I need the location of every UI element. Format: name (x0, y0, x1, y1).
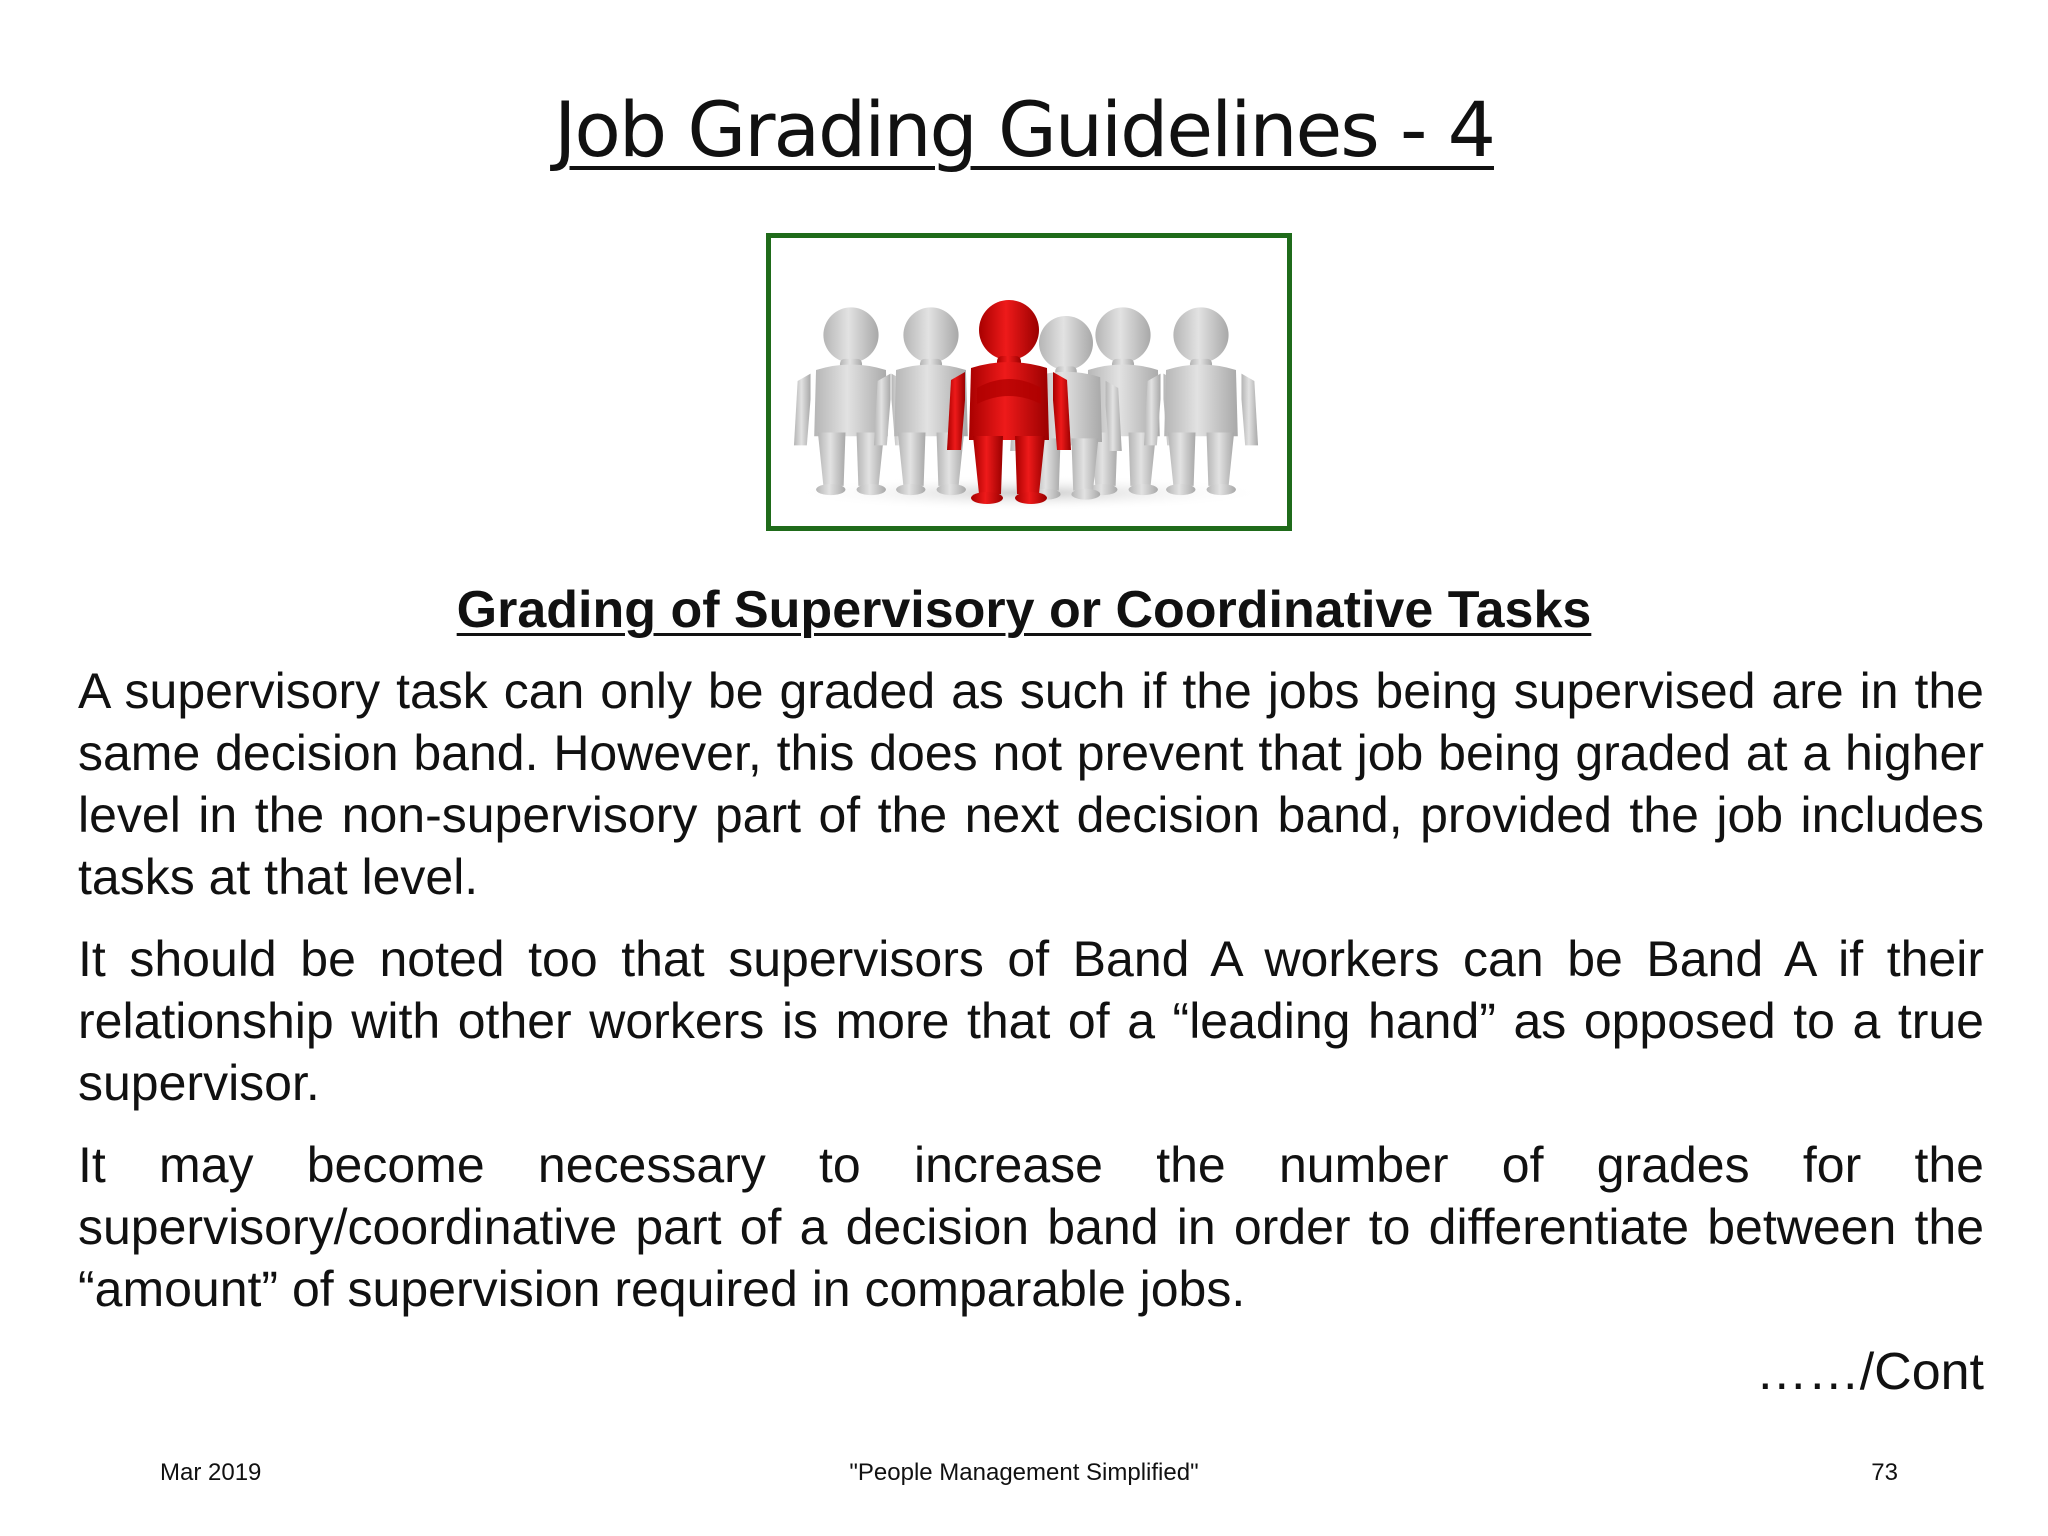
footer-title: "People Management Simplified" (849, 1459, 1199, 1486)
paragraph-1: A supervisory task can only be graded as such if the jobs being supervised are in the same decision band. However, this does not prevent that job being graded at a higher level in the non-supervisory part of the next decision band, provided the job includes tasks at that level. (78, 663, 1984, 905)
slide-title: Job Grading Guidelines - 4 (554, 85, 1494, 174)
slide-body (78, 660, 1984, 1404)
team-leader-figures-icon (771, 238, 1287, 526)
section-heading: Grading of Supervisory or Coordinative Tasks (456, 581, 1592, 639)
footer-page-number: 73 (1871, 1459, 1898, 1486)
footer-date: Mar 2019 (160, 1459, 262, 1486)
paragraph-3: It may become necessary to increase the number of grades for the supervisory/coordinative part of a decision band in order to differentiate between the “amount” of supervision required in comparable jobs. (78, 1137, 1984, 1317)
paragraph-2: It should be noted too that supervisors of Band A workers can be Band A if their relationship with other workers is more that of a “leading hand” as opposed to a true supervisor. (78, 931, 1984, 1111)
continuation-marker: ……/Cont (1755, 1343, 1984, 1401)
team-image-frame (766, 233, 1292, 531)
